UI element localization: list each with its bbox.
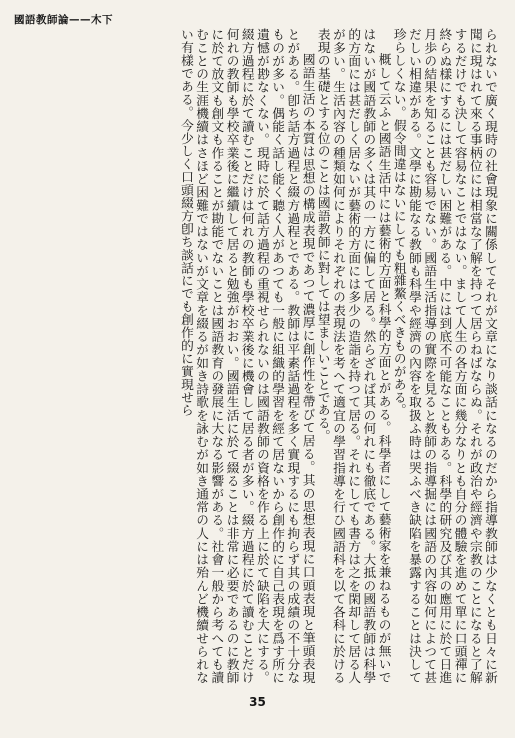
- paragraph: られないで廣く現時の社會現象に關係してそれが文章になり談話になるのだから指導教師は少なくとも日々に新聞に現はれて來る事柄位には相當な了解を持つて居らねばならぬ。それが政治や經濟や宗教のことになると了解するだけでも決して容易なことではない。まして人生の各方面に幾分なりとも自分の體驗を進めて單に口頭禪に終らぬ樣にするには甚だしい困難がある。中には到底不可能なこともある。科學的研究及び其の應用に於て日進月歩の結果を知ることも容易でない。國語生活指導の實際を見ると教師の指導掘には國語の內容如何によつて甚だしい相違がある。文學に勘能なる教師も科學や經濟の內容を取扱ふ時は哭ふべき缺陷を暴露することは決して珍らしくない。假令間違はないにしても粗雜鰲くべきものがある。: [391, 28, 498, 684]
- paragraph: 概して云ふと國語生活中には藝術的方面と科學的方面とがある。科學者にして藝術家を兼ねるものが無いではないが國語教師の多くは其の一方に偏して居る。然らざれば其の何れにも徹底である。大抵の國語教師は科學的方面には甚だしく居ないが藝術的方面には多少の造詣を持つて居る。それにしても書方は之を閑却して居る人が多い。生活內容の種類如何によりそれぞれの表現法を考へて適宜の學習指導を行ひ國語科を以て各科に於ける表現の基礎とする位のことは國語教師に對しては望ましいことである。: [315, 28, 392, 684]
- page-number: 35: [249, 695, 266, 709]
- vertical-body-text: [30, 28, 498, 684]
- paragraph: 國語生活の本質は思想の構成表現であつて濃厚に創作性を帶びて居る。其の思想表現に口頭表現と筆頭表現とがある。卽ち話方過程と綴方過程とである。教師は平素話過程を多く實現するにも拘らず其の成績の不十分なものが多い。偶能く話し能く聽く人があつても一般に組織的學習を經て居ないから創作的に自己表現を爲す所に遺憾が尠なくない。現時に於て話方過程の重視せられないのは國語教師の資格を作る上に於て缺陷を大にする。綴方過程に於て讀むことだけは何れの教師も學校卒業後に機會して居る者が多い。綴方過程に於て讀むことだけ何れの教師も學校卒業後に繼續して居ると勉強がおおい。國語生活に於て綴ることは非常に必要であるのに教師に於て放文も創文も作ることが勘能でないことは國語教育の發展に大なる影響がある。社會一般から考へても讀むことの生涯機續はさほど困難ではないが文章を綴るが如き詩歌を詠むが如き通常の人には殆んど機續せられない有樣である。今少しく口頭綴方卽ち談話にでも創作的に實現せら: [178, 28, 316, 684]
- running-header: 國語教師論——木下: [14, 14, 113, 26]
